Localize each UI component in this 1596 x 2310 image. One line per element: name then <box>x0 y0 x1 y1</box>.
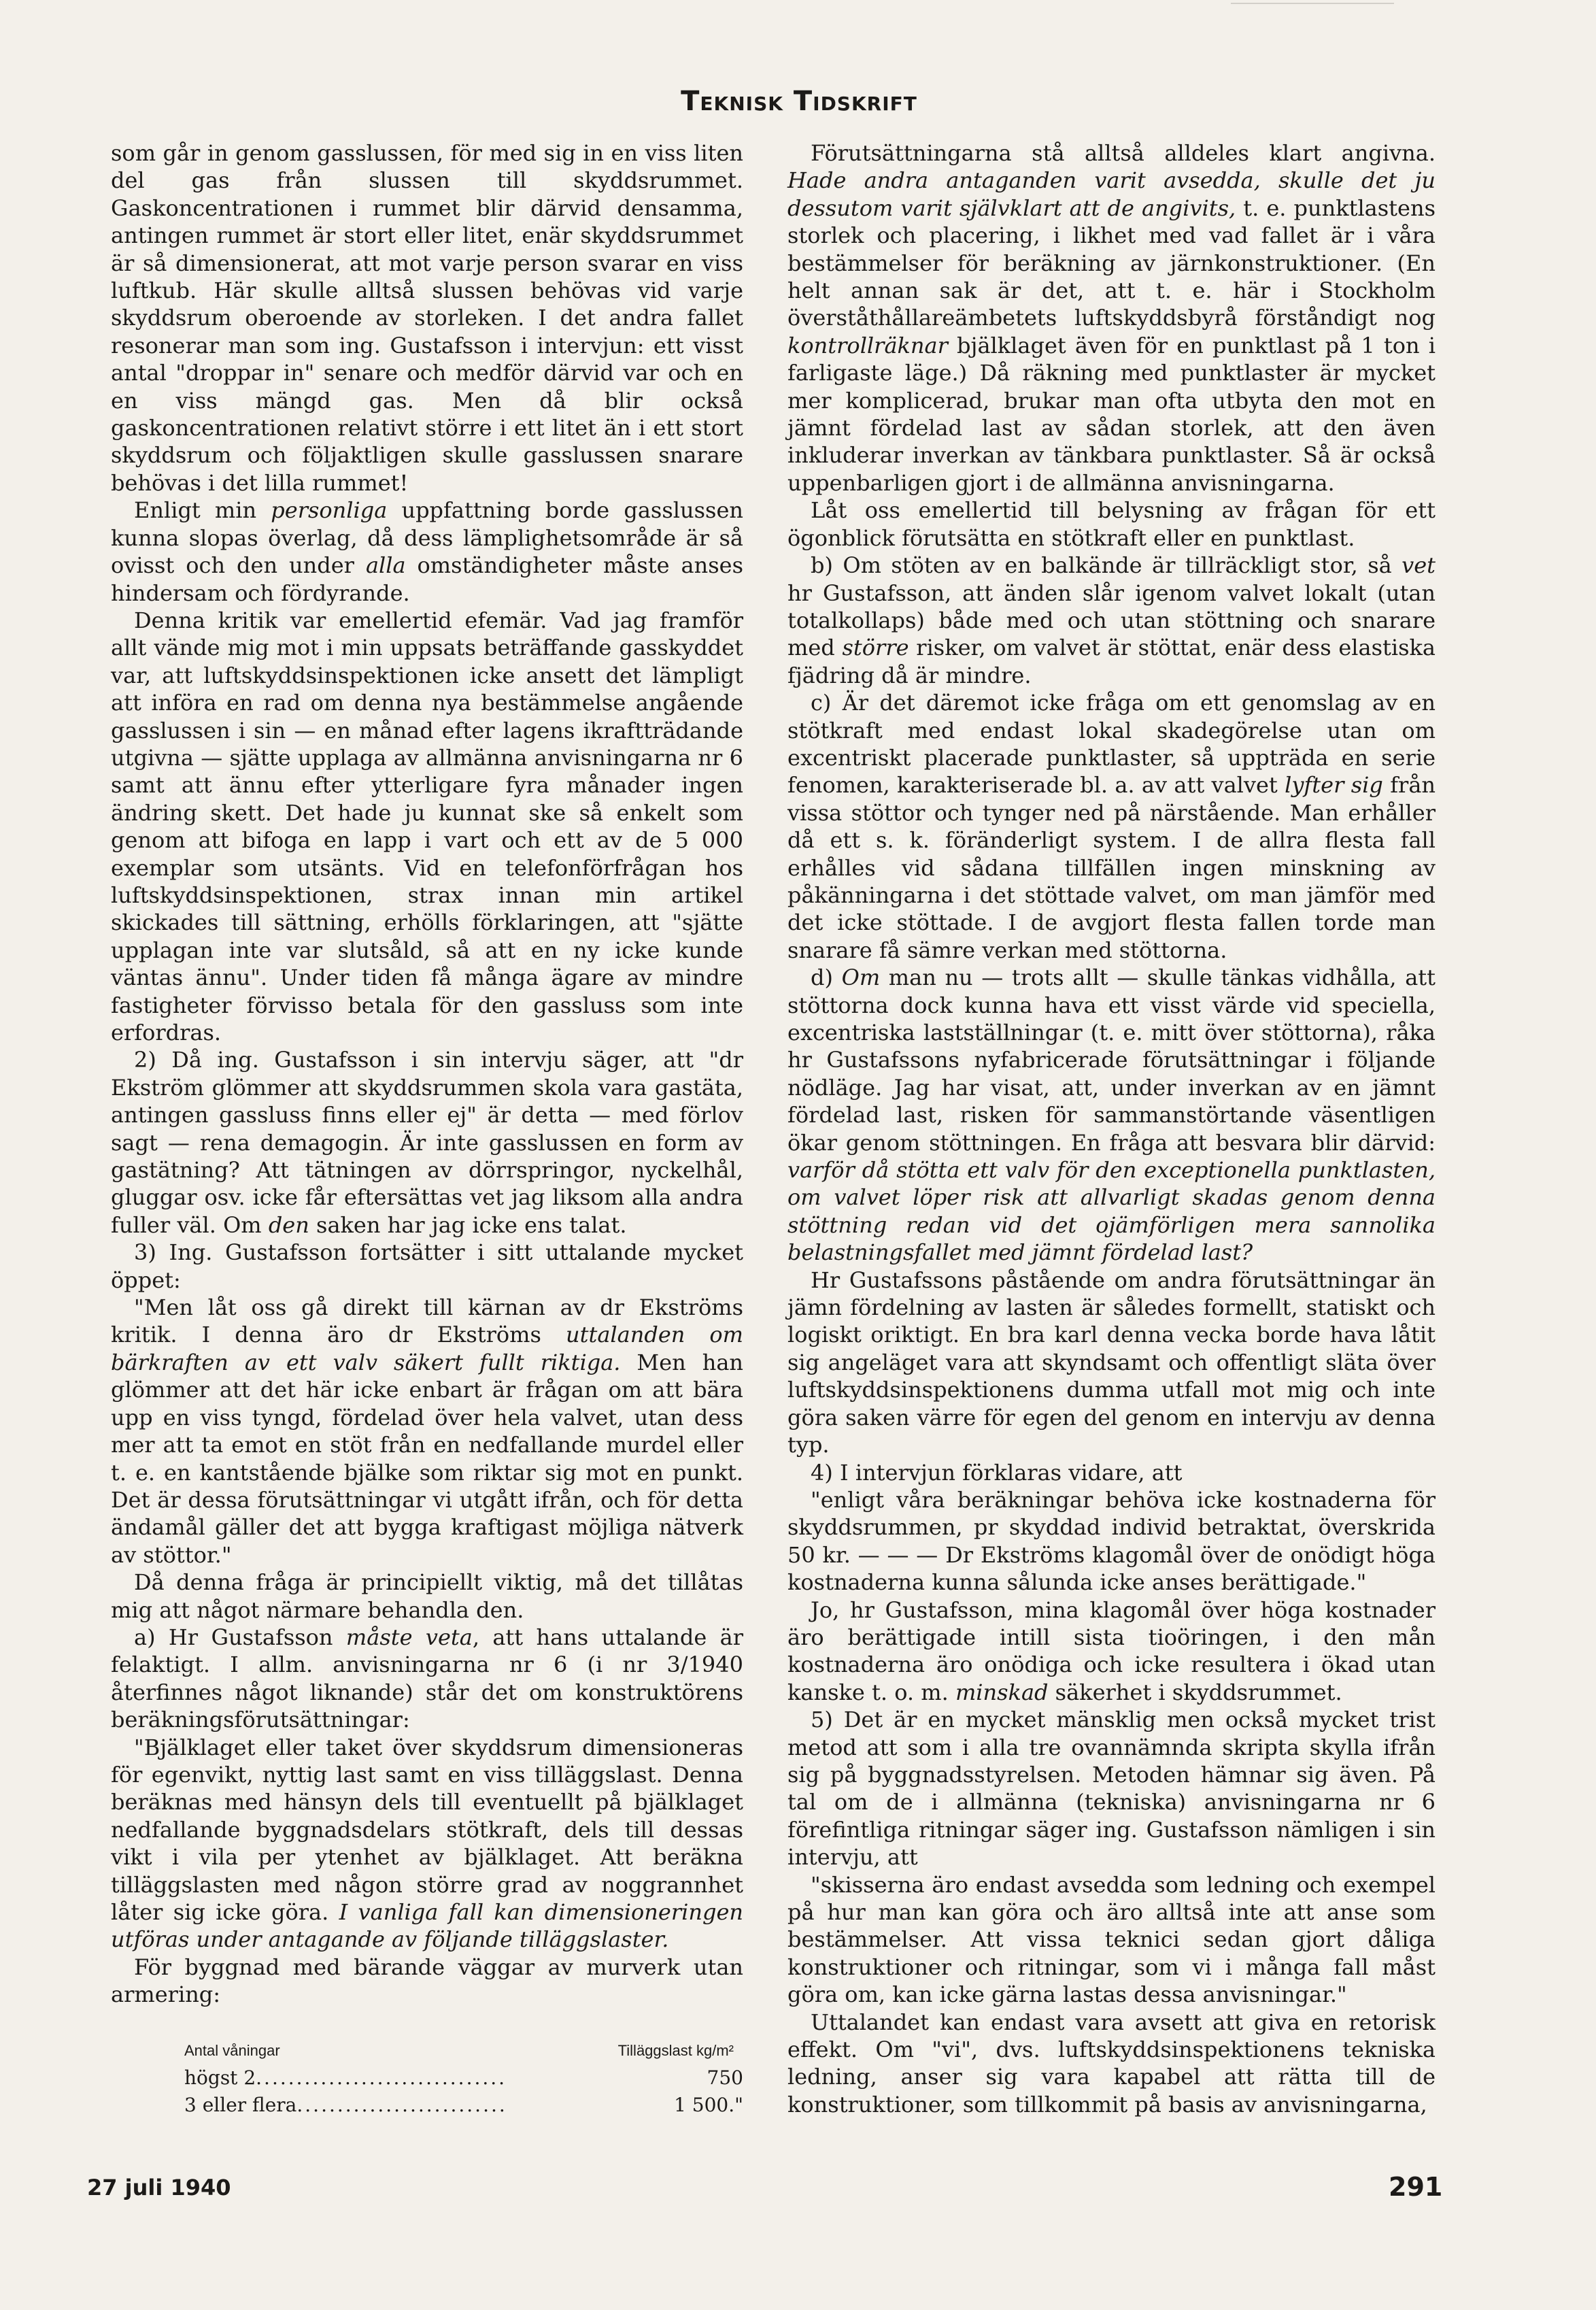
body-text: uppfattning borde gasslussen kunna slopas överlag, då dess lämplighetsområde är så ovisst och den under <box>111 497 744 579</box>
paragraph <box>111 1954 743 2009</box>
body-text: 5) Det är en mycket mänsklig men också mycket trist metod att som i alla tre ovannämnda skripta skylla ifrån sig på byggnadsstyrelsen. Metoden hämnar sig även. På tal om de i allmänna (tekniska) anvisningarna nr 6 förefintliga ritningar säger ing. Gustafsson nämligen i sin intervju, att <box>787 1707 1436 1871</box>
emphasis-text: minskad <box>955 1679 1049 1705</box>
paragraph <box>787 497 1436 552</box>
paragraph <box>111 607 743 1047</box>
paragraph <box>111 1046 743 1239</box>
journal-title: Teknisk Tidskrift <box>681 86 917 117</box>
body-text: Men han glömmer att det här icke enbart är frågan om att bära upp en viss tyngd, fördelad över hela valvet, utan dess mer att ta emot en stöt från en nedfallande murdel eller t. e. en kantstående bjälke som riktar sig mot en punkt. Det är dessa förutsättningar vi utgått ifrån, och för detta ändamål gäller det att bygga kraftigast möjliga nätverk av stöttor." <box>111 1349 744 1568</box>
paragraph <box>787 2009 1436 2119</box>
paragraph <box>111 1734 743 1954</box>
body-text: t. e. punktlastens storlek och placering, i likhet med vad fallet är i våra bestämmelser för beräkning av järnkonstruktioner. (En helt annan sak är det, att t. e. här i Stockholm överståthållareämbetets luftskyddsbyrå förståndigt nog <box>787 195 1436 331</box>
emphasis-text: I vanliga fall kan dimensioneringen utföras under antagande av följande tilläggslaster. <box>111 1899 744 1953</box>
body-text: bjälklaget även för en punktlast på 1 ton i farligaste läge.) Då räkning med punktlaster är mycket mer komplicerad, brukar man ofta utbyta den mot en jämnt fördelad last av sådan storlek, att den även inkluderar inverkan av tänkbara punktlaster. Så är också uppenbarligen gjort i de allmänna anvisningarna. <box>787 332 1436 496</box>
body-text: Denna kritik var emellertid efemär. Vad jag framför allt vände mig mot i min uppsats beträffande gasskyddet var, att luftskyddsinspektionen icke ansett det lämpligt att införa en rad om denna nya bestämmelse angående gasslussen i sin — en månad efter lagens ikraftträdande utgivna — sjätte upplaga av allmänna anvisningarna nr 6 samt att ännu efter ytterligare fyra månader ingen ändring skett. Det hade ju kunnat ske så enkelt som genom att bifoga en lapp i vart och ett av de 5 000 exemplar som utsänts. Vid en telefonförfrågan hos luftskyddsinspektionen, strax innan min artikel skickades till sättning, erhölls förklaringen, att "sjätte upplagan inte var slutsåld, så att en ny icke kunde väntas ännu". Under tiden få många ägare av mindre fastigheter förvisso betala för den gassluss som inte erfordras. <box>111 607 743 1045</box>
emphasis-text: vet <box>1402 552 1436 579</box>
emphasis-text: Om <box>841 965 881 991</box>
left-column <box>111 139 743 2119</box>
paragraph <box>787 1486 1436 1596</box>
top-rule <box>1231 3 1394 4</box>
paragraph <box>787 1706 1436 1871</box>
body-text: b) Om stöten av en balkände är tillräckligt stor, så <box>811 552 1402 579</box>
emphasis-text: större <box>842 635 909 661</box>
body-text: som går in genom gasslussen, för med sig in en viss liten del gas från slussen till skyddsrummet. Gaskoncentrationen i rummet blir därvid densamma, antingen rummet är stort eller litet, enär skyddsrummet är så dimensionerat, att mot varje person svarar en viss luftkub. Här skulle alltså slussen behövas vid varje skyddsrum oberoende av storleken. I det andra fallet resonerar man som ing. Gustafsson i intervjun: ett visst antal "droppar in" senare och medför därvid var och en en viss mängd gas. Men då blir också gaskoncentrationen relativt större i ett litet än i ett stort skyddsrum och följaktligen skulle gasslussen snarare behövas i det lilla rummet! <box>111 140 743 496</box>
emphasis-text: alla <box>365 552 406 579</box>
paragraph <box>787 139 1436 497</box>
body-text: säkerhet i skyddsrummet. <box>1048 1679 1342 1705</box>
table-cell: 750 <box>707 2066 743 2090</box>
paragraph <box>787 964 1436 1266</box>
table-header <box>111 2037 743 2064</box>
body-text: "enligt våra beräkningar behöva icke kostnaderna för skyddsrummen, pr skyddad individ betraktat, överskrida 50 kr. — — — Dr Ekströms klagomål över de onödigt höga kostnaderna kunna sålunda icke anses berättigade." <box>787 1486 1436 1596</box>
emphasis-text: uttalanden om bärkraften av ett valv säkert fullt riktiga. <box>111 1322 744 1375</box>
body-text: från vissa stöttor och tynger ned på närstående. Man erhåller då ett s. k. föränderligt system. I de allra flesta fall erhålles vid sådana tillfällen ingen minskning av påkänningarna i det stöttade valvet, om man jämför med det icke stöttade. I de avgjort flesta fallen torde man snarare få sämre verkan med stöttorna. <box>787 772 1436 963</box>
paragraph <box>787 552 1436 689</box>
issue-date: 27 juli 1940 <box>87 2175 231 2200</box>
table-row <box>111 2092 743 2119</box>
body-text: omständigheter måste anses hindersam och fördyrande. <box>111 552 744 606</box>
body-text: Låt oss emellertid till belysning av frågan för ett ögonblick förutsätta en stötkraft eller en punktlast. <box>787 497 1436 551</box>
emphasis-text: den <box>268 1211 309 1238</box>
emphasis-text: måste veta <box>345 1624 473 1650</box>
table-cell: högst 2 <box>184 2066 256 2090</box>
emphasis-text: Hade andra antaganden varit avsedda, skulle det ju dessutom varit självklart att de angivits, <box>787 167 1436 221</box>
body-text: a) Hr Gustafsson <box>134 1624 346 1650</box>
emphasis-text: varför då stötta ett valv för den exceptionella punktlasten, om valvet löper risk att allvarligt skadas genom denna stöttning redan vid det ojämförligen mera sannolika belastningsfallet med jämnt fördelad last? <box>787 1157 1436 1266</box>
body-text: 3) Ing. Gustafsson fortsätter i sitt uttalande mycket öppet: <box>111 1239 743 1293</box>
body-text: man nu — trots allt — skulle tänkas vidhålla, att stöttorna dock kunna hava ett visst värde vid speciella, excentriska lastställningar (t. e. mitt över stöttorna), råka hr Gustafssons nyfabricerade förutsättningar i följande nödläge. Jag har visat, att, under inverkan av en jämnt fördelad last, risken för sammanstörtande väsentligen ökar genom stöttningen. En fråga att besvara blir därvid: <box>787 965 1436 1156</box>
body-text: , att hans uttalande är felaktigt. I allm. anvisningarna nr 6 (i nr 3/1940 återfinnes något liknande) står det om konstruktörens beräkningsförutsättningar: <box>111 1624 744 1733</box>
paragraph <box>111 1624 743 1734</box>
paragraph <box>111 1239 743 1294</box>
load-table <box>111 2037 743 2119</box>
table-cell: ............................... <box>256 2066 507 2090</box>
table-cell: 1 500." <box>674 2094 743 2117</box>
body-text: risker, om valvet är stöttat, enär dess elastiska fjädring då är mindre. <box>787 635 1436 688</box>
paragraph <box>111 1294 743 1569</box>
paragraph <box>787 1871 1436 2009</box>
body-text: Uttalandet kan endast vara avsett att giva en retorisk effekt. Om "vi", dvs. luftskyddsinspektionens tekniska ledning, anser sig vara kapabel att rätta till de konstruktioner, som tillkommit på basis av anvisningarna, <box>787 2009 1436 2118</box>
body-text: c) Är det däremot icke fråga om ett genomslag av en stötkraft med endast lokal skadegörelse utan om excentriskt placerade punktlaster, så uppträda en serie fenomen, karakteriserade bl. a. av att valvet <box>787 690 1436 799</box>
paragraph <box>111 139 743 497</box>
body-text: Jo, hr Gustafsson, mina klagomål över höga kostnader äro berättigade intill sista tioöringen, i den mån kostnaderna äro onödiga och icke resultera i ökad utan kanske t. o. m. <box>787 1596 1436 1705</box>
paragraph <box>787 689 1436 964</box>
table-cell: .......................... <box>296 2094 507 2117</box>
body-text: Förutsättningarna stå alltså alldeles klart angivna. <box>811 140 1436 166</box>
emphasis-text: personliga <box>271 497 388 524</box>
body-text: d) <box>811 965 842 991</box>
body-text: Då denna fråga är principiellt viktig, må det tillåtas mig att något närmare behandla den. <box>111 1569 743 1623</box>
body-text: hr Gustafsson, att änden slår igenom valvet lokalt (utan totalkollaps) både med och utan stöttning och snarare med <box>787 580 1436 661</box>
table-row <box>111 2064 743 2092</box>
body-text: saken har jag icke ens talat. <box>309 1211 627 1238</box>
body-text: Hr Gustafssons påstående om andra förutsättningar än jämn fördelning av lasten är således formellt, statiskt och logiskt oriktigt. En bra karl denna vecka borde hava låtit sig angeläget vara att skyndsamt och offentligt släta över luftskyddsinspektionens dumma utfall mot mig och inte göra saken värre för egen del genom en intervju av denna typ. <box>787 1267 1436 1458</box>
page-number: 291 <box>1389 2172 1443 2202</box>
body-text: Enligt min <box>134 497 271 524</box>
column-header: Tilläggslast kg/m² <box>617 2041 734 2059</box>
paragraph <box>787 1596 1436 1707</box>
table-cell: 3 eller flera <box>184 2094 297 2117</box>
body-text: 4) I intervjun förklaras vidare, att <box>811 1459 1183 1486</box>
body-text: "Men låt oss gå direkt till kärnan av dr Ekströms kritik. I denna äro dr Ekströms <box>111 1294 743 1348</box>
paragraph <box>787 1459 1436 1486</box>
body-text: 2) Då ing. Gustafsson i sin intervju säger, att "dr Ekström glömmer att skyddsrummen skola vara gastäta, antingen gassluss finns eller ej" är detta — med förlov sagt — rena demagogin. Är inte gasslussen en form av gastätning? Att tätningen av dörrspringor, nyckelhål, gluggar osv. icke får eftersättas vet jag liksom alla andra fuller väl. Om <box>111 1047 743 1238</box>
paragraph <box>787 1267 1436 1459</box>
body-text: "skisserna äro endast avsedda som ledning och exempel på hur man kan göra och äro alltså inte att anse som bestämmelser. Att vissa teknici sedan gjort dåliga konstruktioner och ritningar, som vi i många fall måst göra om, kan icke gärna lastas dessa anvisningar." <box>787 1871 1436 2008</box>
column-header: Antal våningar <box>184 2041 280 2059</box>
paragraph <box>111 497 743 607</box>
paragraph <box>111 1569 743 1624</box>
emphasis-text: kontrollräknar <box>787 332 948 358</box>
emphasis-text: lyfter sig <box>1285 772 1383 799</box>
body-text: För byggnad med bärande väggar av murverk utan armering: <box>111 1954 743 2008</box>
body-text: "Bjälklaget eller taket över skyddsrum dimensioneras för egenvikt, nyttig last samt en viss tilläggslast. Denna beräknas med hänsyn dels till eventuellt på bjälklaget nedfallande byggnadsdelars stötkraft, dels till dessas vikt i vila per ytenhet av bjälklaget. Att beräkna tilläggslasten med någon större grad av noggrannhet låter sig icke göra. <box>111 1734 743 1925</box>
right-column <box>787 139 1436 2118</box>
